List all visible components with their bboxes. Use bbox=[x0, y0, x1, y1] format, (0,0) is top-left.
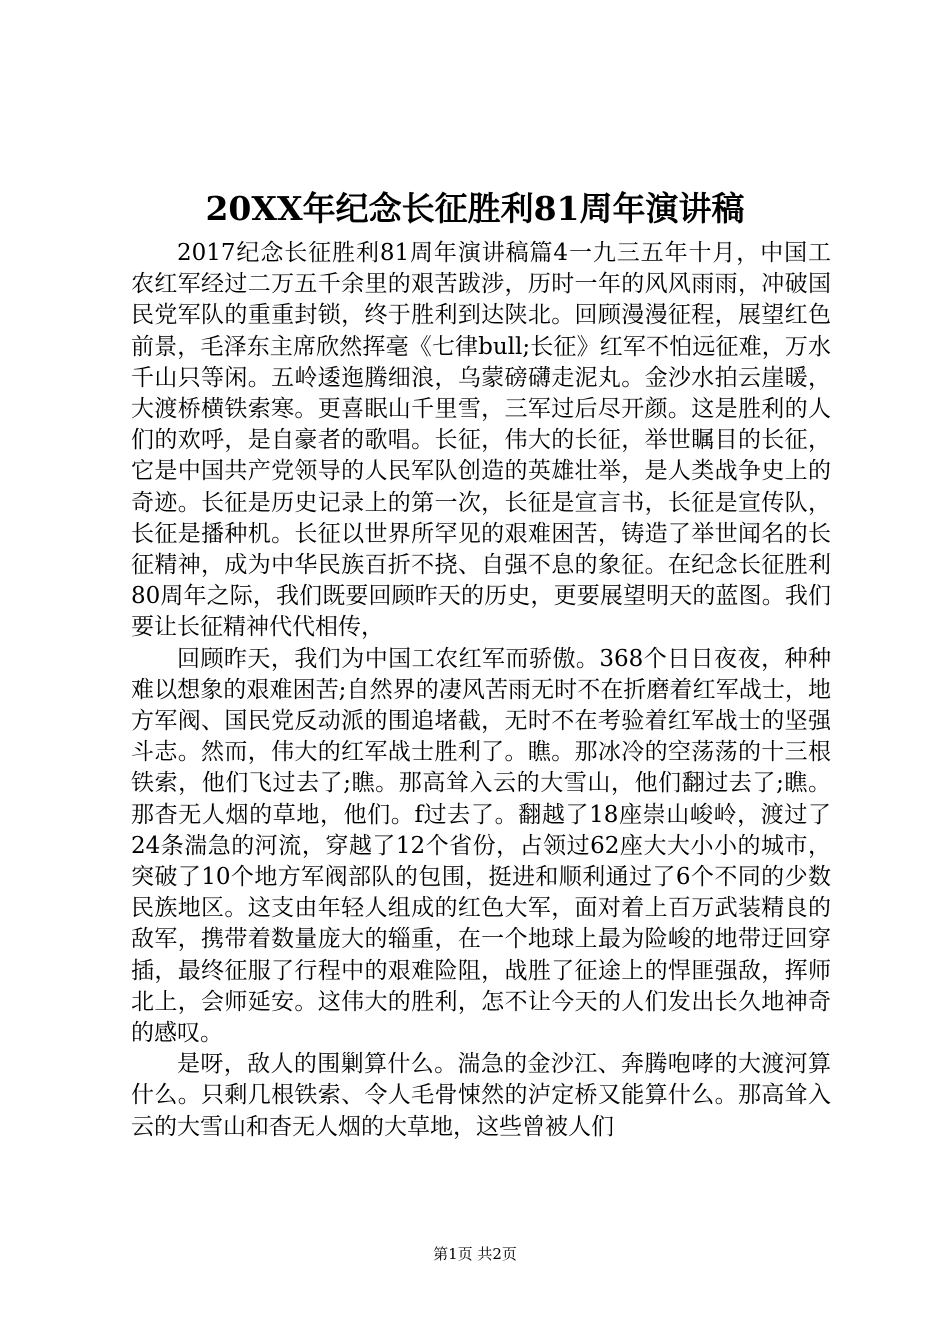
document-title: 20XX年纪念长征胜利81周年演讲稿 bbox=[205, 189, 745, 228]
document-body bbox=[131, 238, 831, 1143]
page-number-footer: 第1页 共2页 bbox=[433, 1245, 517, 1263]
paragraph-2: 回顾昨天，我们为中国工农红军而骄傲。368个日日夜夜，种种难以想象的艰难困苦;自然界的凄风苦雨无时不在折磨着红军战士，地方军阀、国民党反动派的围追堵截，无时不在考验着红军战士的坚强斗志。然而，伟大的红军战士胜利了。瞧。那冰冷的空荡荡的十三根铁索，他们飞过去了;瞧。那高耸入云的大雪山，他们翻过去了;瞧。那杳无人烟的草地，他们。f过去了。翻越了18座崇山峻岭，渡过了24条湍急的河流，穿越了12个省份，占领过62座大大小小的城市，突破了10个地方军阀部队的包围，挺进和顺利通过了6个不同的少数民族地区。这支由年轻人组成的红色大军，面对着上百万武装精良的敌军，携带着数量庞大的辎重，在一个地球上最为险峻的地带迂回穿插，最终征服了行程中的艰难险阻，战胜了征途上的悍匪强敌，挥师北上，会师延安。这伟大的胜利，怎不让今天的人们发出长久地神奇的感叹。 bbox=[131, 645, 831, 1047]
paragraph-1: 2017纪念长征胜利81周年演讲稿篇4一九三五年十月，中国工农红军经过二万五千余里的艰苦跋涉，历时一年的风风雨雨，冲破国民党军队的重重封锁，终于胜利到达陕北。回顾漫漫征程，展望红色前景，毛泽东主席欣然挥毫《七律bull;长征》红军不怕远征难，万水千山只等闲。五岭逶迤腾细浪，乌蒙磅礴走泥丸。金沙水拍云崖暖，大渡桥横铁索寒。更喜眠山千里雪，三军过后尽开颜。这是胜利的人们的欢呼，是自豪者的歌唱。长征，伟大的长征，举世瞩目的长征，它是中国共产党领导的人民军队创造的英雄壮举，是人类战争史上的奇迹。长征是历史记录上的第一次，长征是宣言书，长征是宣传队，长征是播种机。长征以世界所罕见的艰难困苦，铸造了举世闻名的长征精神，成为中华民族百折不挠、自强不息的象征。在纪念长征胜利80周年之际，我们既要回顾昨天的历史，更要展望明天的蓝图。我们要让长征精神代代相传， bbox=[131, 240, 831, 641]
paragraph-3: 是呀，敌人的围剿算什么。湍急的金沙江、奔腾咆哮的大渡河算什么。只剩几根铁索、令人毛骨悚然的泸定桥又能算什么。那高耸入云的大雪山和杳无人烟的大草地，这些曾被人们 bbox=[131, 1051, 831, 1140]
